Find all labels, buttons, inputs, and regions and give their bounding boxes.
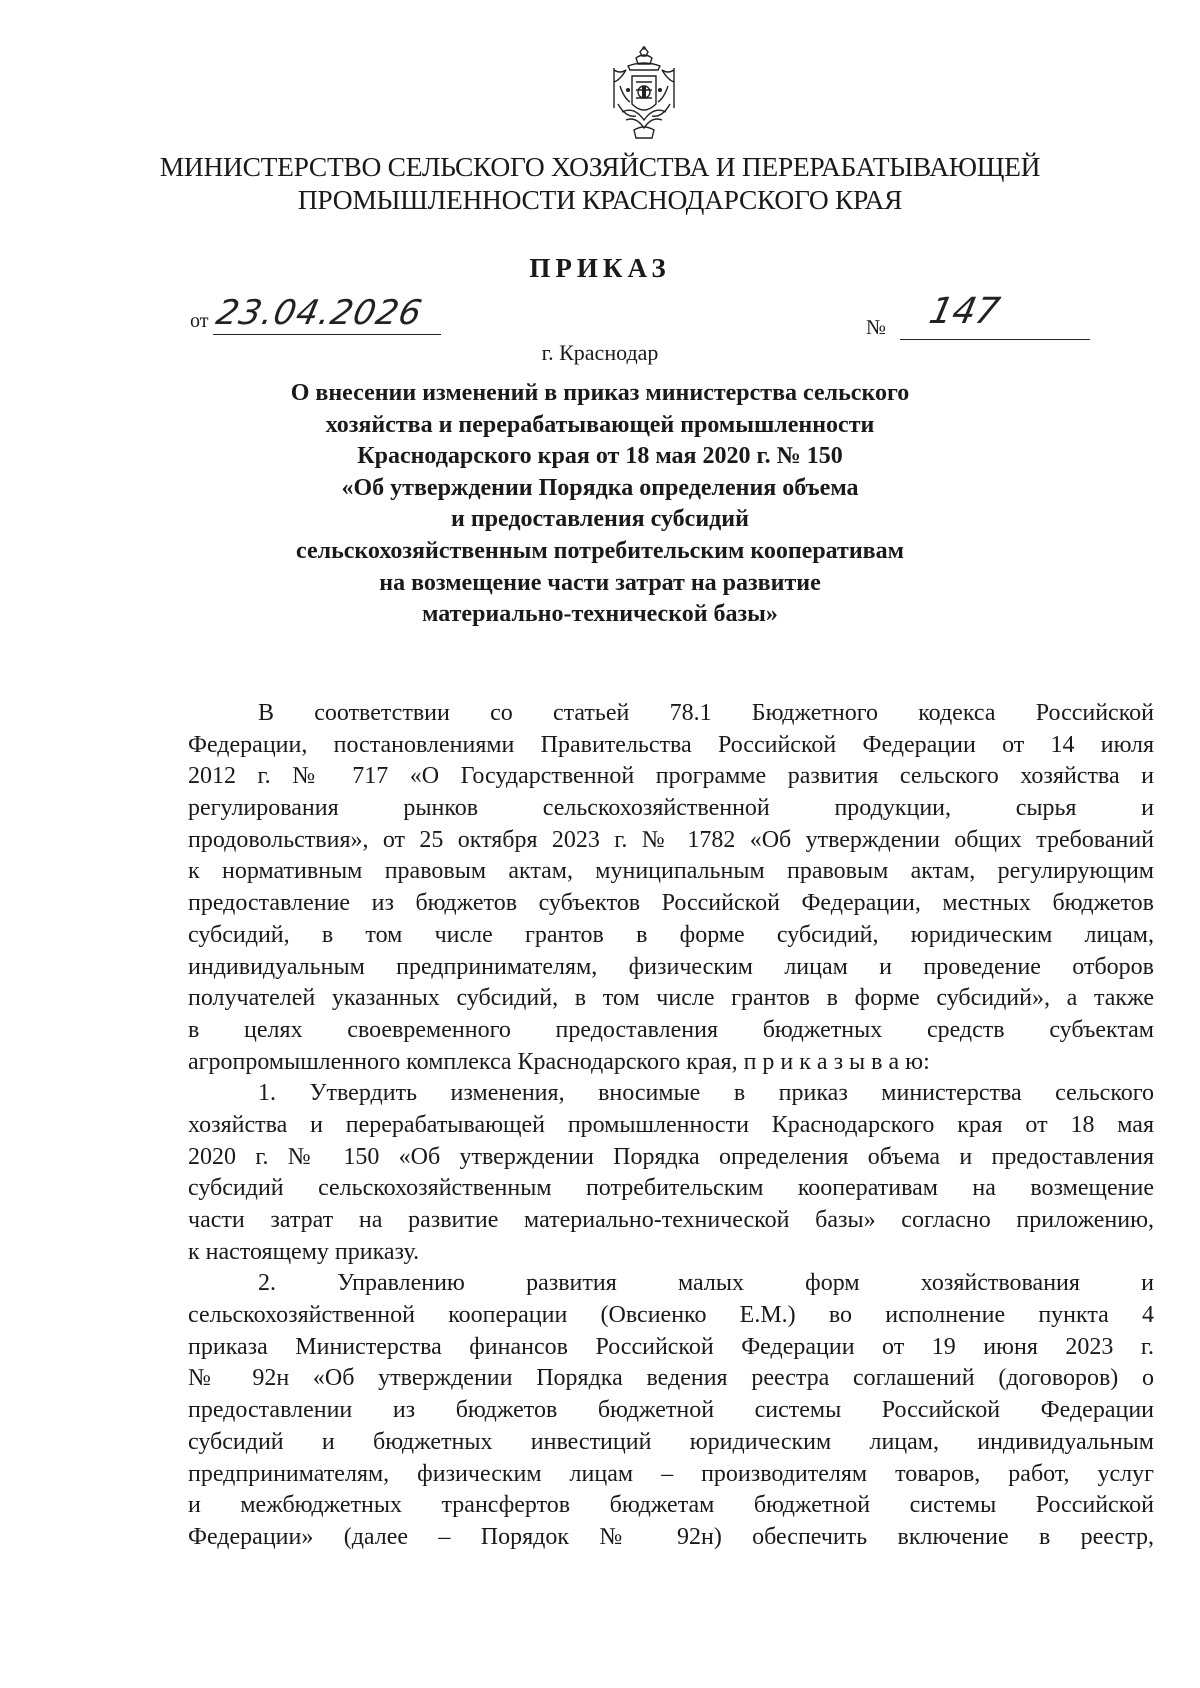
ministry-name-line: МИНИСТЕРСТВО СЕЛЬСКОГО ХОЗЯЙСТВА И ПЕРЕРАБАТЫВАЮЩЕЙ bbox=[159, 151, 1041, 182]
body-line: субсидий сельскохозяйственным потребительским кооперативам на возмещение bbox=[188, 1175, 1154, 1202]
handwritten-number: 147 bbox=[925, 291, 1004, 332]
heading-line: и предоставления субсидий bbox=[451, 506, 749, 533]
heading-line: Краснодарского края от 18 мая 2020 г. № 150 bbox=[357, 443, 843, 470]
body-line: приказа Министерства финансов Российской Федерации от 19 июня 2023 г. bbox=[188, 1333, 1154, 1360]
body-line: хозяйства и перерабатывающей промышленности Краснодарского края от 18 мая bbox=[188, 1111, 1154, 1138]
body-line: 1. Утвердить изменения, вносимые в приказ министерства сельского bbox=[258, 1080, 1154, 1107]
body-line: предпринимателям, физическим лицам – производителям товаров, работ, услуг bbox=[188, 1460, 1154, 1487]
heading-line: сельскохозяйственным потребительским кооперативам bbox=[296, 537, 904, 564]
order-body bbox=[188, 698, 1154, 1554]
document-type-title: ПРИКАЗ bbox=[529, 253, 671, 283]
body-line: получателей указанных субсидий, в том числе грантов в форме субсидий», а также bbox=[188, 985, 1154, 1012]
ministry-name bbox=[130, 150, 1070, 216]
body-line: продовольствия», от 25 октября 2023 г. № 1782 «Об утверждении общих требований bbox=[188, 826, 1154, 853]
heading-line: хозяйства и перерабатывающей промышленности bbox=[325, 411, 875, 438]
body-line: 2020 г. № 150 «Об утверждении Порядка определения объема и предоставления bbox=[188, 1143, 1154, 1170]
body-line: Федерации, постановлениями Правительства Российской Федерации от 14 июля bbox=[188, 731, 1154, 758]
body-line: в целях своевременного предоставления бюджетных средств субъектам bbox=[188, 1016, 1154, 1043]
heading-line: на возмещение части затрат на развитие bbox=[379, 569, 821, 596]
heading-line: «Об утверждении Порядка определения объема bbox=[341, 474, 859, 501]
body-line: индивидуальным предпринимателям, физическим лицам и проведение отборов bbox=[188, 953, 1154, 980]
body-line: Федерации» (далее – Порядок № 92н) обеспечить включение в реестр, bbox=[188, 1523, 1154, 1550]
number-prefix: № bbox=[866, 315, 887, 339]
handwritten-date: 23.04.2026 bbox=[212, 293, 426, 333]
body-line: субсидий, в том числе грантов в форме субсидий, юридическим лицам, bbox=[188, 921, 1154, 948]
body-line: агропромышленного комплекса Краснодарского края, п р и к а з ы в а ю: bbox=[188, 1048, 930, 1075]
heading-line: материально-технической базы» bbox=[422, 601, 778, 628]
city-line: г. Краснодар bbox=[541, 340, 659, 365]
body-line: предоставлении из бюджетов бюджетной системы Российской Федерации bbox=[188, 1397, 1154, 1424]
body-line: регулирования рынков сельскохозяйственной продукции, сырья и bbox=[188, 795, 1154, 822]
body-line: 2012 г. № 717 «О Государственной программе развития сельского хозяйства и bbox=[188, 763, 1154, 790]
body-line: к настоящему приказу. bbox=[188, 1238, 420, 1265]
body-line: предоставление из бюджетов субъектов Российской Федерации, местных бюджетов bbox=[188, 890, 1154, 917]
body-line: субсидий и бюджетных инвестиций юридическим лицам, индивидуальным bbox=[188, 1428, 1154, 1455]
body-line: 2. Управлению развития малых форм хозяйствования и bbox=[258, 1270, 1154, 1297]
coat-of-arms-emblem bbox=[606, 46, 682, 142]
body-line: № 92н «Об утверждении Порядка ведения реестра соглашений (договоров) о bbox=[188, 1365, 1154, 1392]
heading-line: О внесении изменений в приказ министерства сельского bbox=[290, 380, 910, 406]
body-line: части затрат на развитие материально-технической базы» согласно приложению, bbox=[188, 1207, 1154, 1233]
body-line: к нормативным правовым актам, муниципальным правовым актам, регулирующим bbox=[188, 858, 1154, 885]
body-line: и межбюджетных трансфертов бюджетам бюджетной системы Российской bbox=[188, 1492, 1154, 1519]
order-heading bbox=[250, 378, 950, 631]
body-line: сельскохозяйственной кооперации (Овсиенко Е.М.) во исполнение пункта 4 bbox=[188, 1302, 1154, 1329]
date-underline bbox=[213, 334, 441, 335]
ministry-name-line: ПРОМЫШЛЕННОСТИ КРАСНОДАРСКОГО КРАЯ bbox=[297, 184, 903, 215]
date-prefix: от bbox=[190, 310, 209, 332]
body-line: В соответствии со статьей 78.1 Бюджетного кодекса Российской bbox=[258, 700, 1154, 726]
